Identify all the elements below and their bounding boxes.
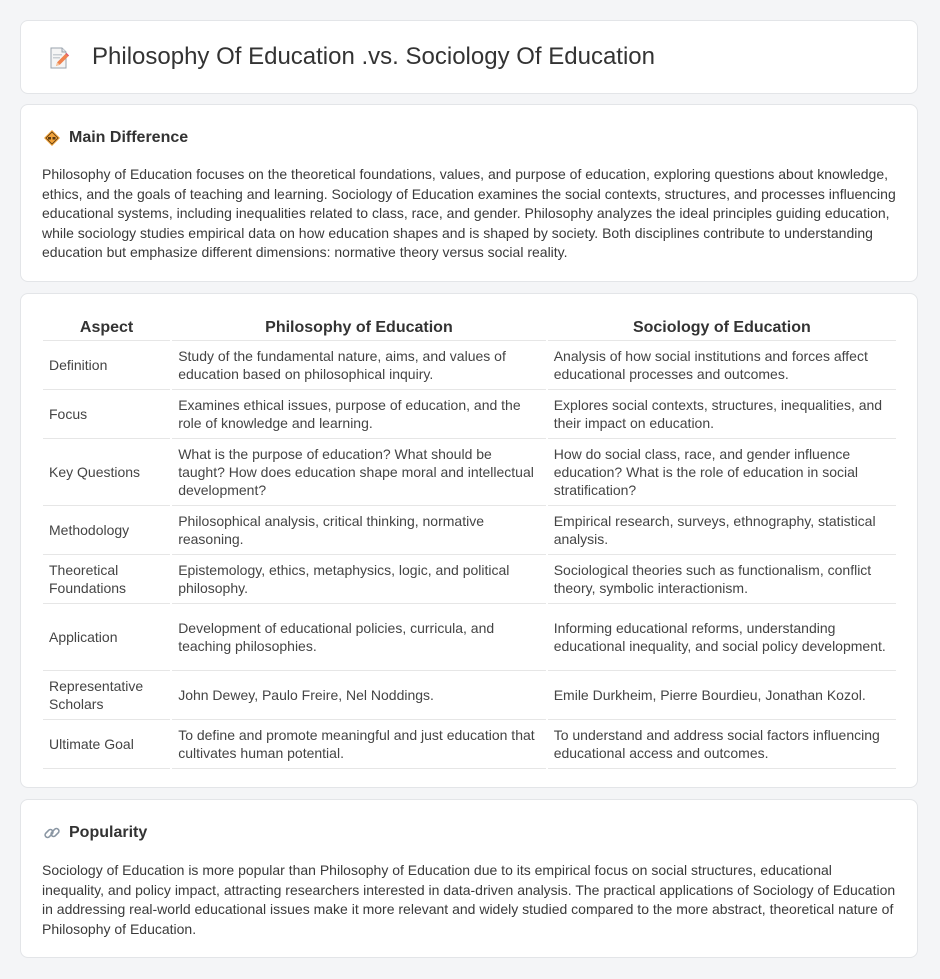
sociology-cell: Sociological theories such as functionalism, conflict theory, symbolic interactionism. (548, 555, 896, 604)
main-difference-text: Philosophy of Education focuses on the theoretical foundations, values, and purpose of education, exploring questions about knowledge, ethics, and the goals of teaching and learning. Sociology of Education examines the social contexts, structures, and processes influencing educational systems, including inequalities related to class, race, and gender. Philosophy analyzes the ideal principles guiding education, while sociology studies empirical data on how education shapes and is shaped by society. Both disciplines contribute to understanding education but emphasize different dimensions: normative theory versus social reality. (42, 166, 896, 260)
table-row (43, 506, 896, 555)
main-difference-section (20, 104, 918, 282)
philosophy-cell: John Dewey, Paulo Freire, Nel Noddings. (172, 671, 546, 720)
table-row (43, 604, 896, 671)
philosophy-cell: Study of the fundamental nature, aims, and values of education based on philosophical inquiry. (172, 341, 546, 390)
philosophy-cell: Philosophical analysis, critical thinking, normative reasoning. (172, 506, 546, 555)
aspect-cell: Application (43, 604, 170, 671)
popularity-heading: Popularity (69, 824, 148, 841)
page-title: Philosophy Of Education .vs. Sociology Of Education (92, 43, 655, 70)
header-aspect: Aspect (43, 314, 170, 341)
document-pencil-icon (47, 46, 71, 70)
aspect-cell: Methodology (43, 506, 170, 555)
comparison-table (41, 314, 898, 769)
sociology-cell: Informing educational reforms, understanding educational inequality, and social policy development. (548, 604, 896, 671)
aspect-cell: Ultimate Goal (43, 720, 170, 769)
aspect-cell: Representative Scholars (43, 671, 170, 720)
header-philosophy: Philosophy of Education (172, 314, 546, 341)
aspect-cell: Focus (43, 390, 170, 439)
aspect-cell: Theoretical Foundations (43, 555, 170, 604)
sociology-cell: How do social class, race, and gender influence education? What is the role of education in social stratification? (548, 439, 896, 506)
aspect-cell: Definition (43, 341, 170, 390)
popularity-section (20, 799, 918, 958)
sociology-cell: Emile Durkheim, Pierre Bourdieu, Jonathan Kozol. (548, 671, 896, 720)
philosophy-cell: To define and promote meaningful and just education that cultivates human potential. (172, 720, 546, 769)
table-row (43, 341, 896, 390)
popularity-text: Sociology of Education is more popular than Philosophy of Education due to its empirical focus on social structures, educational inequality, and policy impact, attracting researchers interested in data-driven analysis. The practical applications of Sociology of Education in addressing real-world educational issues make it more relevant and widely studied compared to the more abstract, theoretical nature of Philosophy of Education. (42, 862, 896, 937)
philosophy-cell: Examines ethical issues, purpose of education, and the role of knowledge and learning. (172, 390, 546, 439)
table-row (43, 390, 896, 439)
philosophy-cell: Development of educational policies, curricula, and teaching philosophies. (172, 604, 546, 671)
philosophy-cell: What is the purpose of education? What should be taught? How does education shape moral and intellectual development? (172, 439, 546, 506)
philosophy-cell: Epistemology, ethics, metaphysics, logic, and political philosophy. (172, 555, 546, 604)
sociology-cell: To understand and address social factors influencing educational access and outcomes. (548, 720, 896, 769)
header-sociology: Sociology of Education (548, 314, 896, 341)
diamond-sign-icon (43, 129, 61, 147)
comparison-section (20, 293, 918, 788)
popularity-header (43, 822, 147, 844)
aspect-cell: Key Questions (43, 439, 170, 506)
table-header-row (43, 314, 896, 341)
main-difference-heading: Main Difference (69, 129, 189, 146)
table-row (43, 555, 896, 604)
table-row (43, 671, 896, 720)
link-icon (43, 824, 61, 842)
table-row (43, 439, 896, 506)
title-card (20, 20, 918, 94)
sociology-cell: Empirical research, surveys, ethnography, statistical analysis. (548, 506, 896, 555)
table-row (43, 720, 896, 769)
sociology-cell: Analysis of how social institutions and forces affect educational processes and outcomes. (548, 341, 896, 390)
main-difference-header (43, 127, 188, 149)
sociology-cell: Explores social contexts, structures, inequalities, and their impact on education. (548, 390, 896, 439)
